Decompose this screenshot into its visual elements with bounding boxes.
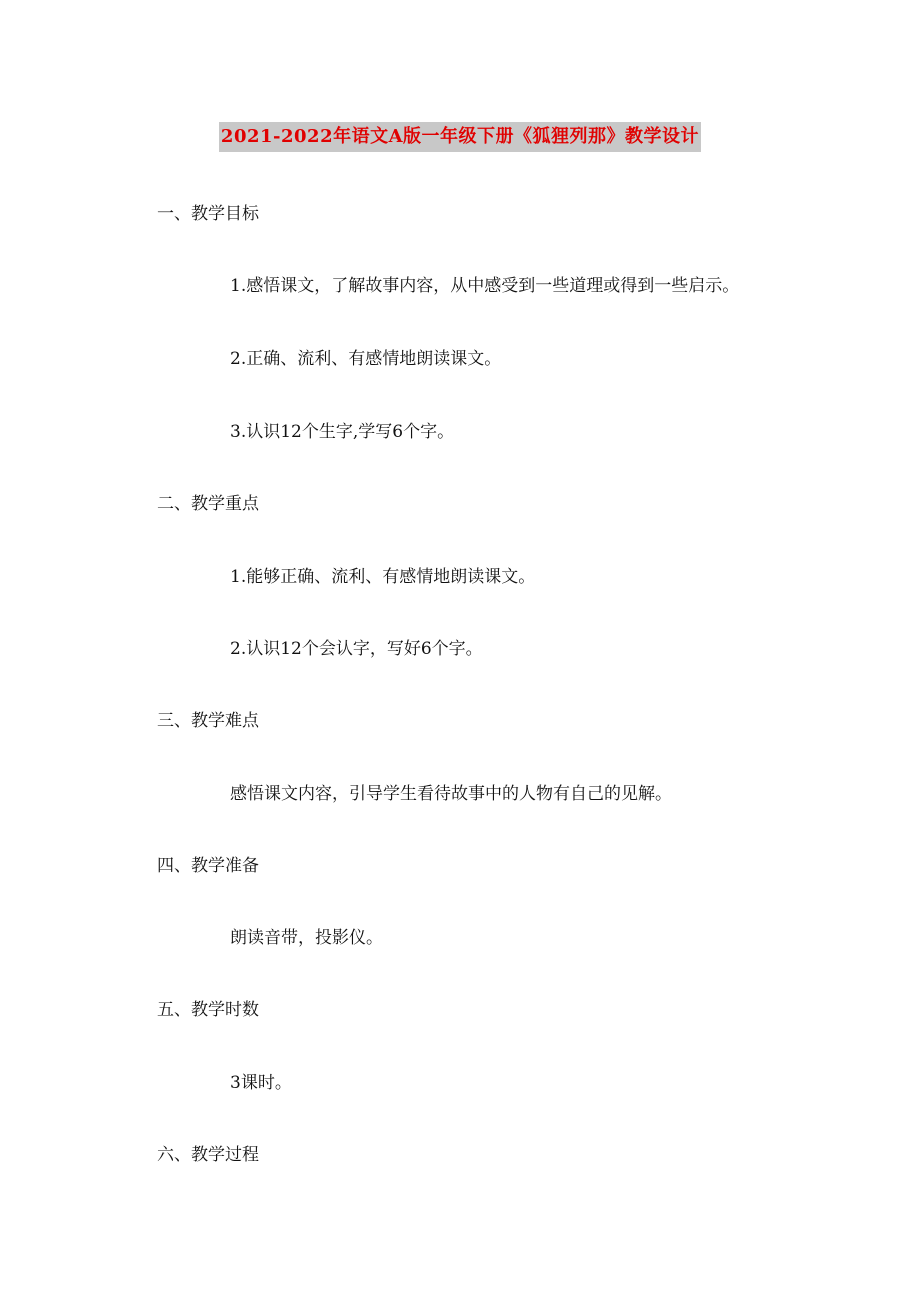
goal-item-1: 1.感悟课文，了解故事内容，从中感受到一些道理或得到一些启示。: [230, 276, 740, 296]
document-title: 2021-2022年语文A版一年级下册《狐狸列那》教学设计: [219, 122, 701, 152]
key-point-item-2: 2.认识12个会认字，写好6个字。: [230, 639, 483, 659]
title-container: [0, 122, 920, 152]
key-point-item-1: 1.能够正确、流利、有感情地朗读课文。: [230, 567, 536, 587]
preparation-item-1: 朗读音带，投影仪。: [230, 928, 383, 948]
goal-item-3: 3.认识12个生字,学写6个字。: [230, 422, 455, 442]
difficulty-item-1: 感悟课文内容，引导学生看待故事中的人物有自己的见解。: [230, 784, 672, 804]
section-heading-difficulties: 三、教学难点: [157, 711, 259, 731]
section-heading-preparation: 四、教学准备: [157, 856, 259, 876]
goal-item-2: 2.正确、流利、有感情地朗读课文。: [230, 349, 502, 369]
class-hours-item-1: 3课时。: [230, 1073, 292, 1093]
section-heading-key-points: 二、教学重点: [157, 494, 259, 514]
section-heading-process: 六、教学过程: [157, 1145, 259, 1165]
section-heading-goals: 一、教学目标: [157, 204, 259, 224]
section-heading-class-hours: 五、教学时数: [157, 1000, 259, 1020]
